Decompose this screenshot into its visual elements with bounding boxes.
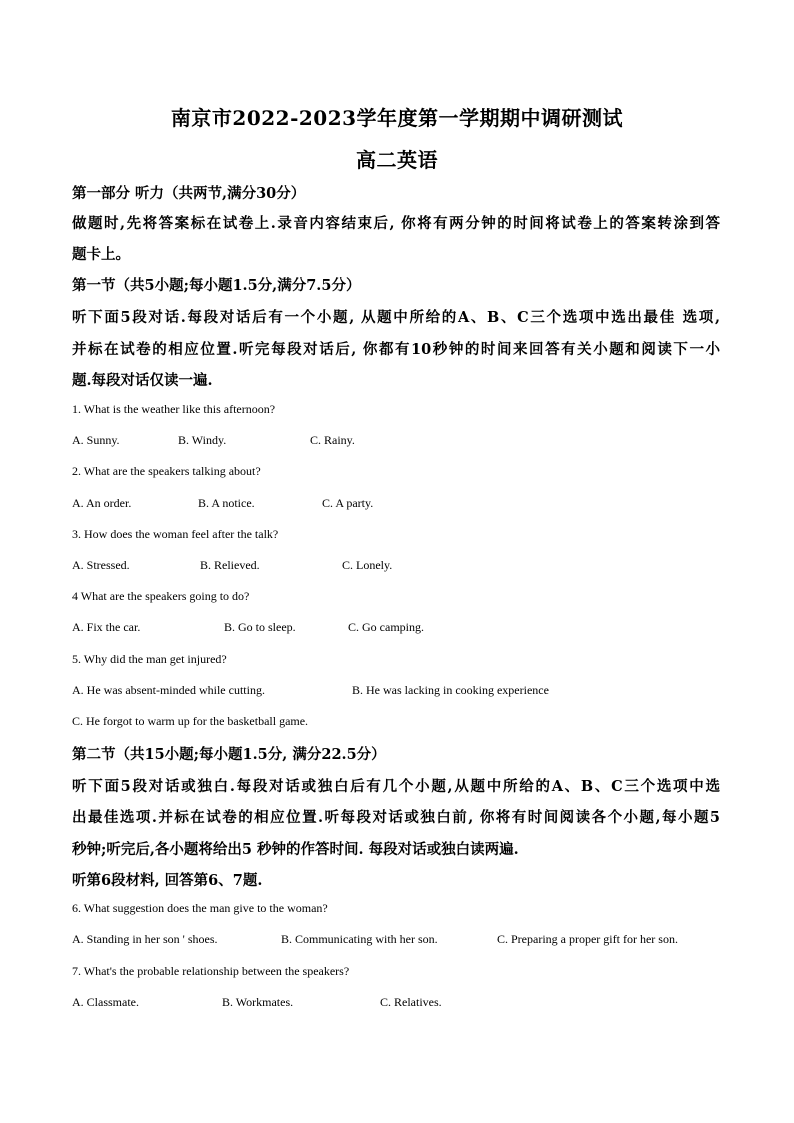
section2-instruction-line: 听下面5段对话或独白.每段对话或独白后有几个小题,从题中所给的A、B、C三个选项中选 [72,778,720,795]
question-stem: 1. What is the weather like this afternoon? [72,402,276,416]
option-a: A. Stressed. [72,558,130,572]
option-a: A. Sunny. [72,433,120,447]
option-c: C. Preparing a proper gift for her son. [497,932,678,946]
part1-intro-line: 做题时,先将答案标在试卷上.录音内容结束后, 你将有两分钟的时间将试卷上的答案转涂到答 [72,215,720,232]
option-b: B. Relieved. [200,558,260,572]
option-a: A. He was absent-minded while cutting. [72,683,265,697]
section2-heading: 第二节（共15小题;每小题1.5分, 满分22.5分） [72,746,386,763]
question-stem: 4 What are the speakers going to do? [72,589,250,603]
option-c: C. A party. [322,496,374,510]
section2-instruction-line: 出最佳选项.并标在试卷的相应位置.听每段对话或独白前, 你将有时间阅读各个小题,每小题5 [72,809,720,826]
option-c: C. Rainy. [310,433,355,447]
option-c: C. Relatives. [380,995,442,1009]
option-b: B. Windy. [178,433,227,447]
option-a: A. Standing in her son ' shoes. [72,932,218,946]
option-b: B. He was lacking in cooking experience [352,683,549,697]
option-a: A. Classmate. [72,995,139,1009]
material-note: 听第6段材料, 回答第6、7题. [72,872,263,889]
question-stem: 6. What suggestion does the man give to the woman? [72,901,328,915]
question-stem: 5. Why did the man get injured? [72,652,227,666]
part1-heading: 第一部分 听力（共两节,满分30分） [72,185,306,202]
option-c: C. Lonely. [342,558,393,572]
option-b: B. A notice. [198,496,255,510]
option-c: C. He forgot to warm up for the basketball game. [72,714,309,728]
option-b: B. Workmates. [222,995,294,1009]
section1-heading: 第一节（共5小题;每小题1.5分,满分7.5分） [72,277,361,294]
question-stem: 7. What's the probable relationship between the speakers? [72,964,350,978]
exam-title: 南京市2022-2023学年度第一学期期中调研测试 [170,106,624,130]
question-stem: 3. How does the woman feel after the talk? [72,527,279,541]
exam-subtitle: 高二英语 [356,148,438,172]
question-stem: 2. What are the speakers talking about? [72,464,261,478]
section1-instruction-line: 题.每段对话仅读一遍. [72,372,213,389]
option-b: B. Communicating with her son. [281,932,438,946]
option-a: A. Fix the car. [72,620,141,634]
option-c: C. Go camping. [348,620,424,634]
part1-intro-line: 题卡上。 [72,246,130,263]
option-b: B. Go to sleep. [224,620,296,634]
option-a: A. An order. [72,496,132,510]
section1-instruction-line: 并标在试卷的相应位置.听完每段对话后, 你都有10秒钟的时间来回答有关小题和阅读下一小 [72,341,720,358]
section2-instruction-line: 秒钟;听完后,各小题将给出5 秒钟的作答时间. 每段对话或独白读两遍. [72,841,519,858]
section1-instruction-line: 听下面5段对话.每段对话后有一个小题, 从题中所给的A、B、C三个选项中选出最佳 选项, [72,309,720,326]
